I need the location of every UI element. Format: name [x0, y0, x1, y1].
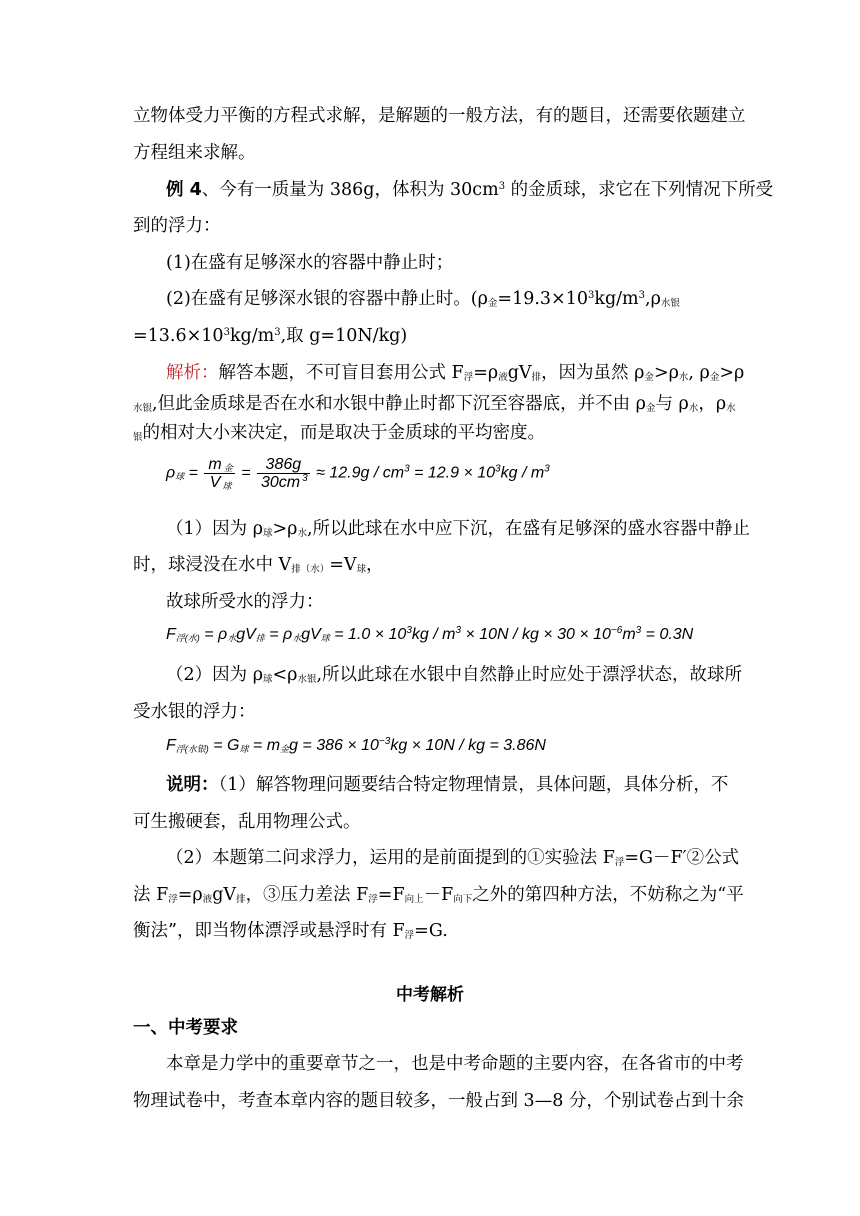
formula-density: $\rho_球$ = $\frac{m _金}{V _球}$ = $\frac{386g}{30cm ^3}$ ≈ $12.9g / cm^3 = 12.9 \times 10^3kg / m^3$	[166, 456, 550, 491]
section-heading: 一、中考要求	[133, 1018, 238, 1038]
section-paragraph: 本章是力学中的重要章节之一，也是中考命题的主要内容，在各省市的中考	[166, 1054, 744, 1074]
question-2: (2)在盛有足够深水银的容器中静止时。($\rho_金=19.3\times 10^3kg/m^3,\rho_{水银}$	[166, 289, 680, 309]
question-1: (1)在盛有足够深水的容器中静止时；	[166, 253, 454, 273]
note-label: 说明：	[166, 775, 219, 795]
formula-buoyancy-mercury: $F_{浮(水银)} = G_球 = m_金g = 386 \times 10^{-3}kg \times 10N$ / kg = 3.86N	[166, 736, 546, 754]
example-label: 例 4	[166, 180, 202, 200]
analysis-label: 解析：	[166, 363, 219, 383]
section-title: 中考解析	[396, 985, 464, 1005]
formula-buoyancy-water: $F_{浮(水)} = \rho_水gV_排 = \rho_水gV_球 = 1.0 \times 10^3kg / m^3 \times 10N$ / kg × $30 \times 10^{-6}m^3 = 0.3N$	[166, 625, 694, 643]
